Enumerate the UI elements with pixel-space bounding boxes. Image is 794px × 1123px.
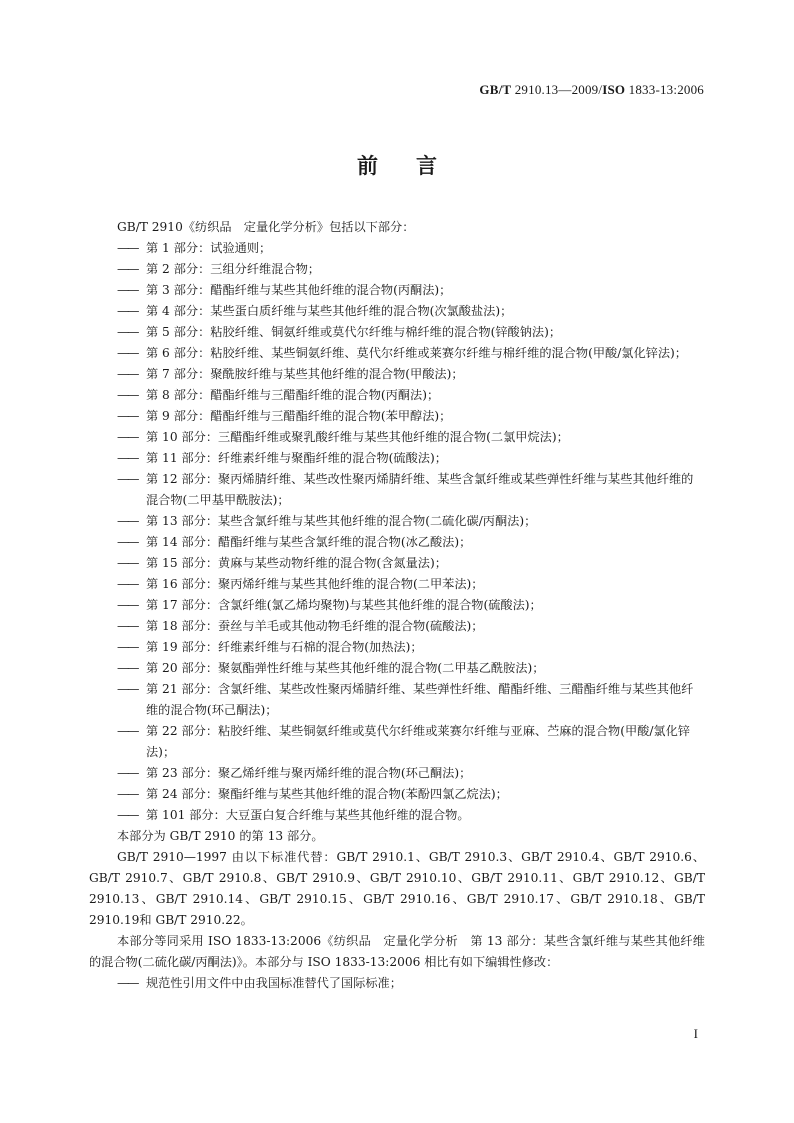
iso-number: 1833-13:2006 — [625, 82, 704, 97]
part-item: —— 第 3 部分：醋酯纤维与某些其他纤维的混合物(丙酮法)； — [89, 280, 705, 301]
dash-mark: —— — [117, 346, 138, 360]
part-item: —— 第 11 部分：纤维素纤维与聚酯纤维的混合物(硫酸法)； — [89, 448, 705, 469]
part-item: —— 第 22 部分：粘胶纤维、某些铜氨纤维或莫代尔纤维或莱赛尔纤维与亚麻、苎麻的混合物(甲酸/氯化锌法)； — [89, 721, 705, 763]
dash-mark: —— — [117, 724, 138, 738]
part-item: —— 第 15 部分：黄麻与某些动物纤维的混合物(含氮量法)； — [89, 553, 705, 574]
part-item: —— 第 10 部分：三醋酯纤维或聚乳酸纤维与某些其他纤维的混合物(二氯甲烷法)； — [89, 427, 705, 448]
dash-mark: —— — [117, 661, 138, 675]
dash-mark: —— — [117, 388, 138, 402]
part-item: —— 第 16 部分：聚丙烯纤维与某些其他纤维的混合物(二甲苯法)； — [89, 574, 705, 595]
part-item: —— 第 13 部分：某些含氯纤维与某些其他纤维的混合物(二硫化碳/丙酮法)； — [89, 511, 705, 532]
dash-mark: —— — [117, 577, 138, 591]
dash-mark: —— — [117, 304, 138, 318]
document-code — [479, 82, 704, 98]
replaces-paragraph: GB/T 2910—1997 由以下标准代替：GB/T 2910.1、GB/T 2910.3、GB/T 2910.4、GB/T 2910.6、GB/T 2910.7、GB/T 2910.8、GB/T 2910.9、GB/T 2910.10、GB/T 2910.11、GB/T 2910.12、GB/T 2910.13、GB/T 2910.14、GB/T 2910.15、GB/T 2910.16、GB/T 2910.17、GB/T 2910.18、GB/T 2910.19和 GB/T 2910.22。 — [89, 850, 705, 927]
part-item: —— 第 12 部分：聚丙烯腈纤维、某些改性聚丙烯腈纤维、某些含氯纤维或某些弹性纤维与某些其他纤维的混合物(二甲基甲酰胺法)； — [89, 469, 705, 511]
dash-mark: —— — [117, 976, 138, 990]
part-item: —— 第 101 部分：大豆蛋白复合纤维与某些其他纤维的混合物。 — [89, 805, 705, 826]
intro-paragraph: GB/T 2910《纺织品 定量化学分析》包括以下部分： — [117, 220, 415, 234]
part-item: —— 第 6 部分：粘胶纤维、某些铜氨纤维、莫代尔纤维或莱赛尔纤维与棉纤维的混合物(甲酸/氯化锌法)； — [89, 343, 705, 364]
dash-mark: —— — [117, 472, 138, 486]
dash-mark: —— — [117, 766, 138, 780]
iso-prefix: ISO — [602, 82, 626, 97]
dash-mark: —— — [117, 409, 138, 423]
dash-mark: —— — [117, 367, 138, 381]
modification-item: —— 规范性引用文件中由我国标准替代了国际标准； — [89, 973, 705, 994]
dash-mark: —— — [117, 241, 138, 255]
part-item: —— 第 17 部分：含氯纤维(氯乙烯均聚物)与某些其他纤维的混合物(硫酸法)； — [89, 595, 705, 616]
part-item: —— 第 24 部分：聚酯纤维与某些其他纤维的混合物(苯酚四氯乙烷法)； — [89, 784, 705, 805]
part-item: —— 第 14 部分：醋酯纤维与某些含氯纤维的混合物(冰乙酸法)； — [89, 532, 705, 553]
equivalence-paragraph: 本部分等同采用 ISO 1833-13:2006《纺织品 定量化学分析 第 13 部分：某些含氯纤维与某些其他纤维的混合物(二硫化碳/丙酮法)》。本部分与 ISO 1833-13:2006 相比有如下编辑性修改： — [89, 934, 705, 969]
dash-mark: —— — [117, 640, 138, 654]
part-item: —— 第 5 部分：粘胶纤维、铜氨纤维或莫代尔纤维与棉纤维的混合物(锌酸钠法)； — [89, 322, 705, 343]
part-item: —— 第 8 部分：醋酯纤维与三醋酯纤维的混合物(丙酮法)； — [89, 385, 705, 406]
part-item: —— 第 19 部分：纤维素纤维与石棉的混合物(加热法)； — [89, 637, 705, 658]
statement-paragraph: 本部分为 GB/T 2910 的第 13 部分。 — [117, 829, 324, 843]
gb-number: 2910.13—2009/ — [511, 82, 603, 97]
part-item: —— 第 21 部分：含氯纤维、某些改性聚丙烯腈纤维、某些弹性纤维、醋酯纤维、三醋酯纤维与某些其他纤维的混合物(环己酮法)； — [89, 679, 705, 721]
dash-mark: —— — [117, 283, 138, 297]
dash-mark: —— — [117, 535, 138, 549]
part-item: —— 第 4 部分：某些蛋白质纤维与某些其他纤维的混合物(次氯酸盐法)； — [89, 301, 705, 322]
foreword-body — [89, 217, 705, 994]
dash-mark: —— — [117, 514, 138, 528]
part-item: —— 第 23 部分：聚乙烯纤维与聚丙烯纤维的混合物(环己酮法)； — [89, 763, 705, 784]
dash-mark: —— — [117, 451, 138, 465]
part-item: —— 第 20 部分：聚氨酯弹性纤维与某些其他纤维的混合物(二甲基乙酰胺法)； — [89, 658, 705, 679]
page-title: 前言 — [357, 154, 475, 178]
part-item: —— 第 9 部分：醋酯纤维与三醋酯纤维的混合物(苯甲醇法)； — [89, 406, 705, 427]
parts-list — [89, 238, 705, 826]
gb-prefix: GB/T — [479, 82, 512, 97]
part-item: —— 第 2 部分：三组分纤维混合物； — [89, 259, 705, 280]
dash-mark: —— — [117, 598, 138, 612]
dash-mark: —— — [117, 808, 138, 822]
part-item: —— 第 1 部分：试验通则； — [89, 238, 705, 259]
dash-mark: —— — [117, 787, 138, 801]
page-number: I — [693, 1026, 698, 1041]
dash-mark: —— — [117, 619, 138, 633]
dash-mark: —— — [117, 556, 138, 570]
dash-mark: —— — [117, 325, 138, 339]
dash-mark: —— — [117, 682, 138, 696]
part-item: —— 第 18 部分：蚕丝与羊毛或其他动物毛纤维的混合物(硫酸法)； — [89, 616, 705, 637]
part-item: —— 第 7 部分：聚酰胺纤维与某些其他纤维的混合物(甲酸法)； — [89, 364, 705, 385]
dash-mark: —— — [117, 430, 138, 444]
dash-mark: —— — [117, 262, 138, 276]
